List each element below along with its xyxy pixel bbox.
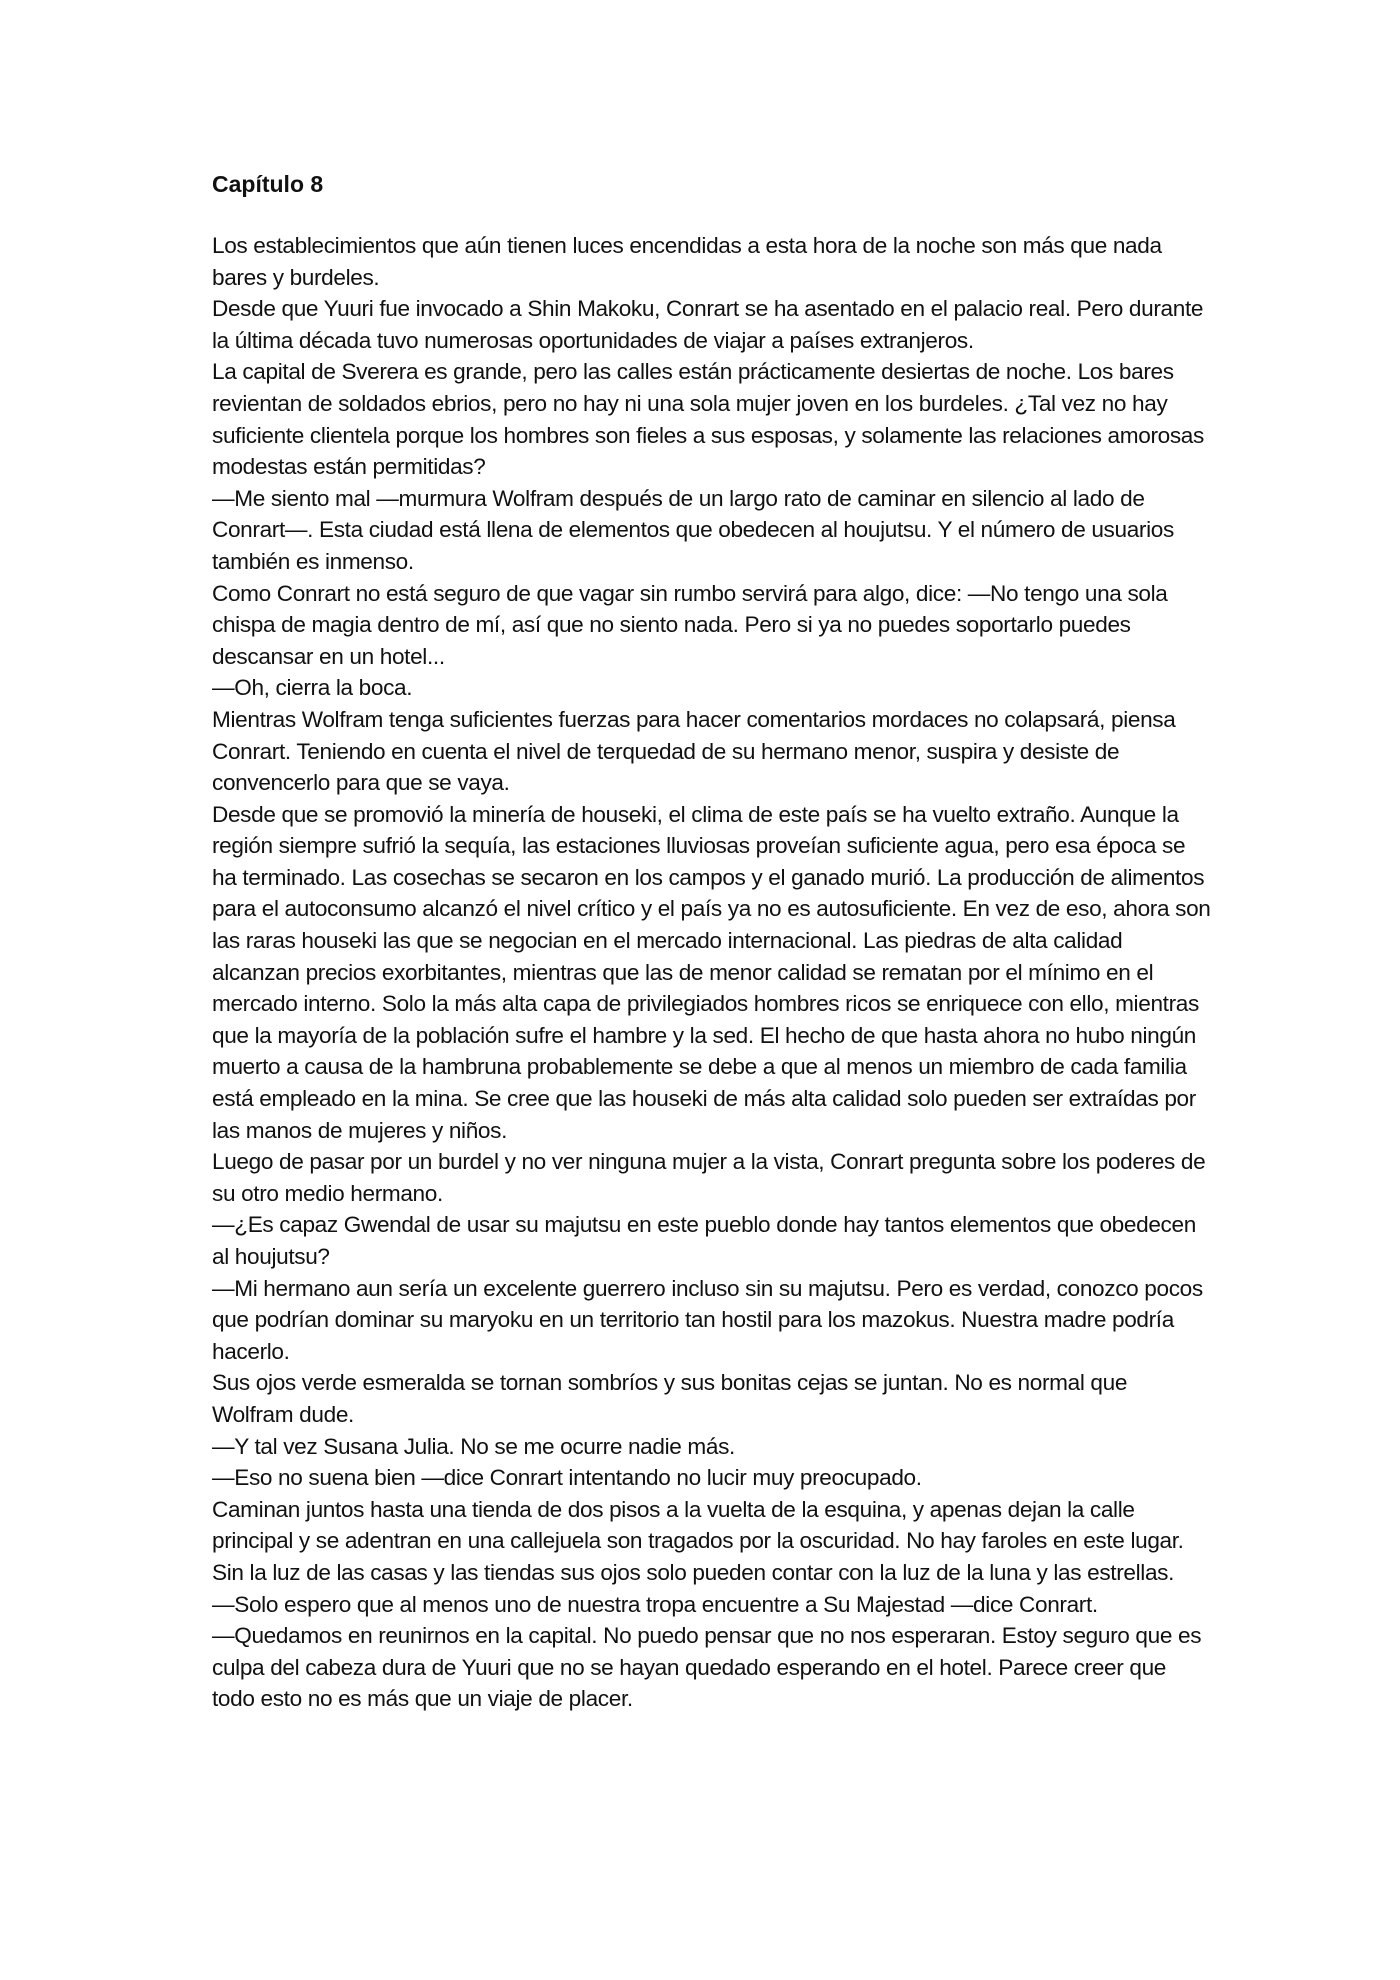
- paragraph: Desde que se promovió la minería de houseki, el clima de este país se ha vuelto extraño. Aunque la región siempre sufrió la sequía, las estaciones lluviosas proveían suficiente agua, pero esa época se ha terminado. Las cosechas se secaron en los campos y el ganado murió. La producción de alimentos para el autoconsumo alcanzó el nivel crítico y el país ya no es autosuficiente. En vez de eso, ahora son las raras houseki las que se negocian en el mercado internacional. Las piedras de alta calidad alcanzan precios exorbitantes, mientras que las de menor calidad se rematan por el mínimo en el mercado interno. Solo la más alta capa de privilegiados hombres ricos se enriquece con ello, mientras que la mayoría de la población sufre el hambre y la sed. El hecho de que hasta ahora no hubo ningún muerto a causa de la hambruna probablemente se debe a que al menos un miembro de cada familia está empleado en la mina. Se cree que las houseki de más alta calidad solo pueden ser extraídas por las manos de mujeres y niños.: [212, 801, 1211, 1143]
- paragraph: Mientras Wolfram tenga suficientes fuerzas para hacer comentarios mordaces no colapsará, piensa Conrart. Teniendo en cuenta el nivel de terquedad de su hermano menor, suspira y desiste de convencerlo para que se vaya.: [212, 706, 1176, 796]
- chapter-title: Capítulo 8: [212, 171, 324, 197]
- paragraph: Luego de pasar por un burdel y no ver ninguna mujer a la vista, Conrart pregunta sobre los poderes de su otro medio hermano.: [212, 1149, 1206, 1206]
- paragraph: —Me siento mal —murmura Wolfram después de un largo rato de caminar en silencio al lado de Conrart—. Esta ciudad está llena de elementos que obedecen al houjutsu. Y el número de usuarios también es inmenso.: [212, 485, 1174, 574]
- document-page: [212, 168, 1212, 1715]
- paragraph: Desde que Yuuri fue invocado a Shin Makoku, Conrart se ha asentado en el palacio real. Pero durante la última década tuvo numerosas oportunidades de viajar a países extranjeros.: [212, 296, 1204, 353]
- paragraph: —Mi hermano aun sería un excelente guerrero incluso sin su majutsu. Pero es verdad, conozco pocos que podrían dominar su maryoku en un territorio tan hostil para los mazokus. Nuestra madre podría hacerlo.: [212, 1275, 1203, 1364]
- paragraph: La capital de Sverera es grande, pero las calles están prácticamente desiertas de noche. Los bares revientan de soldados ebrios, pero no hay ni una sola mujer joven en los burdeles. ¿Tal vez no hay suficiente clientela porque los hombres son fieles a sus esposas, y solamente las relaciones amorosas modestas están permitidas?: [212, 359, 1204, 480]
- paragraph: —Oh, cierra la boca.: [212, 675, 413, 701]
- paragraph: —Y tal vez Susana Julia. No se me ocurre nadie más.: [212, 1433, 735, 1459]
- chapter-body: [212, 230, 1212, 1715]
- paragraph: Los establecimientos que aún tienen luces encendidas a esta hora de la noche son más que nada bares y burdeles.: [212, 233, 1162, 290]
- paragraph: —Quedamos en reunirnos en la capital. No puedo pensar que no nos esperaran. Estoy seguro que es culpa del cabeza dura de Yuuri que no se hayan quedado esperando en el hotel. Parece creer que todo esto no es más que un viaje de placer.: [212, 1623, 1202, 1712]
- paragraph: Sus ojos verde esmeralda se tornan sombríos y sus bonitas cejas se juntan. No es normal que Wolfram dude.: [212, 1370, 1128, 1427]
- paragraph: —¿Es capaz Gwendal de usar su majutsu en este pueblo donde hay tantos elementos que obedecen al houjutsu?: [212, 1212, 1196, 1269]
- paragraph: Como Conrart no está seguro de que vagar sin rumbo servirá para algo, dice: —No tengo una sola chispa de magia dentro de mí, así que no siento nada. Pero si ya no puedes soportarlo puedes descansar en un hotel...: [212, 580, 1168, 669]
- paragraph: —Solo espero que al menos uno de nuestra tropa encuentre a Su Majestad —dice Conrart.: [212, 1591, 1098, 1617]
- paragraph: —Eso no suena bien —dice Conrart intentando no lucir muy preocupado.: [212, 1465, 922, 1491]
- paragraph: Caminan juntos hasta una tienda de dos pisos a la vuelta de la esquina, y apenas dejan la calle principal y se adentran en una callejuela son tragados por la oscuridad. No hay faroles en este lugar. Sin la luz de las casas y las tiendas sus ojos solo pueden contar con la luz de la luna y las estrellas.: [212, 1496, 1184, 1585]
